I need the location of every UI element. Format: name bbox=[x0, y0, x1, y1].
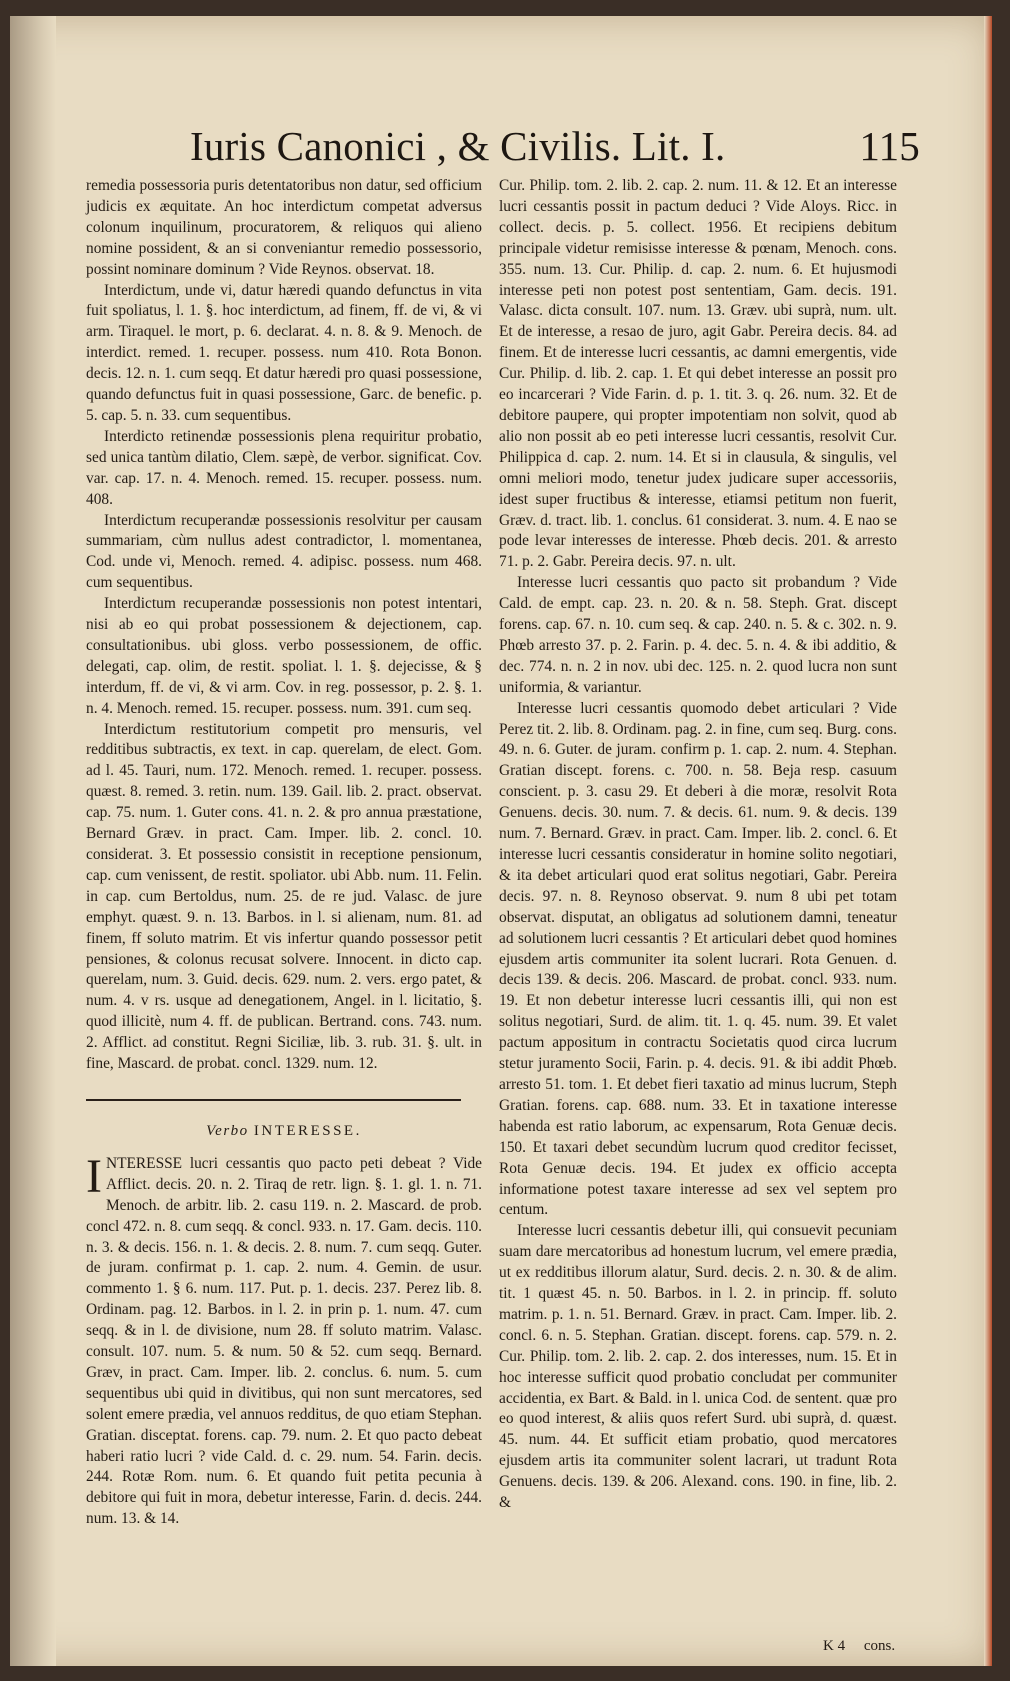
paragraph: Interdictum recuperandæ possessionis non potest intentari, nisi ab eo qui probat possessionem & dejectionem, cap. consultationibus. ubi gloss. verbo possessionem, de offic. delegati, cap. olim, de restit. spoliat. l. 1. §. dejecisse, & § interdum, ff. de vi, & vi arm. Cov. in reg. possessor, p. 2. §. 1. n. 4. Menoch. remed. 15. recuper. possess. num. 391. cum seq. bbox=[86, 595, 482, 717]
paragraph: Interdictum recuperandæ possessionis resolvitur per causam summariam, cùm nullus adest contradictor, l. momentanea, Cod. unde vi, Menoch. remed. 4. adipisc. possess. num 468. cum sequentibus. bbox=[86, 511, 482, 592]
paragraph: Interdicto retinendæ possessionis plena requiritur probatio, sed unica tantùm dilatio, Clem. sæpè, de verbor. significat. Cov. var. cap. 17. n. 4. Menoch. remed. 15. recuper. possess. num. 408. bbox=[86, 427, 482, 508]
left-column bbox=[86, 176, 482, 1530]
catchword-line bbox=[823, 1638, 913, 1655]
section-paragraph-text: NTERESSE lucri cessantis quo pacto peti debeat ? Vide Afflict. decis. 20. n. 2. Tiraq de retr. lign. §. 1. gl. 1. n. 71. Menoch. de arbitr. lib. 2. casu 119. n. 2. Mascard. de prob. concl 472. n. 8. cum seqq. & concl. 933. n. 17. Gam. decis. 110. n. 3. & decis. 156. n. 1. & decis. 2. 8. num. 7. cum seqq. Guter. de juram. confirmat p. 1. cap. 2. num. 4. Gemin. de usur. commento 1. § 6. num. 117. Put. p. 1. decis. 237. Perez lib. 8. Ordinam. pag. 12. Barbos. in l. 2. in prin p. 1. num. 47. cum seqq. & in l. de divisione, num 28. ff soluto matrim. Valasc. consult. 107. num. 5. & num. 50 & 52. cum seqq. Bernard. Græv, in pract. Cam. Imper. lib. 2. conclus. 6. num. 5. cum sequentibus ubi quid in divitibus, qui non sunt mercatores, sed solent emere prædia, vel annuos redditus, de quo etiam Stephan. Gratian. disceptat. forens. cap. 79. num. 2. Et quo pacto debeat haberi ratio lucri ? vide Cald. d. c. 29. num. 54. Farin. decis. 244. Rotæ Rom. num. 6. Et quando fuit petita pecunia à debitore qui fuit in mora, debetur interesse, Farin. d. decis. 244. num. 13. & 14. bbox=[86, 1154, 482, 1528]
running-head-title: Iuris Canonici , & Civilis. Lit. I. bbox=[190, 123, 726, 169]
paragraph: remedia possessoria puris detentatoribus non datur, sed officium judicis ex æquitate. An hoc interdictum competat adversus colonum inquilinum, procuratorem, & reliquos qui alieno nomine possident, & an si conveniantur remedio possessorio, possint nominare dominum ? Vide Reynos. observat. 18. bbox=[86, 177, 482, 278]
section-heading-word: INTERESSE. bbox=[253, 1122, 362, 1139]
section-heading-verbo: Verbo bbox=[206, 1122, 249, 1139]
paragraph: Interesse lucri cessantis debetur illi, qui consuevit pecuniam suam dare mercatoribus ad honestum lucrum, vel emere prædia, ut ex redditibus illorum alatur, Surd. decis. 2. n. 30. & de alim. tit. 1 quæst 45. n. 50. Barbos. in l. 2. in princip. ff. soluto matrim. p. 1. n. 51. Bernard. Græv. in pract. Cam. Imper. lib. 2. concl. 6. n. 5. Stephan. Gratian. discept. forens. cap. 579. n. 2. Cur. Philip. tom. 2. lib. 2. cap. 2. dos interesses, num. 15. Et in hoc interesse sufficit quod probatio concludat per communiter accidentia, ex Bart. & Bald. in l. unica Cod. de sentent. quæ pro eo quod interest, & aliis quos refert Surd. ubi suprà, d. quæst. 45. num. 44. Et sufficit etiam probatio, quod mercatores ejusdem artis ita communiter solent lacrari, ut tradunt Rota Genuens. decis. 139. & 206. Alexand. cons. 190. in fine, lib. 2. & bbox=[499, 1222, 897, 1512]
page-number: 115 bbox=[859, 123, 920, 169]
section-rule bbox=[86, 1099, 461, 1101]
catchword: cons. bbox=[863, 1638, 896, 1654]
paragraph: Interdictum, unde vi, datur hæredi quando defunctus in vita fuit spoliatus, l. 1. §. hoc interdictum, ad finem, ff. de vi, & vi arm. Tiraquel. le mort, p. 6. declarat. 4. n. 8. & 9. Menoch. de interdict. remed. 1. recuper. possess. num 410. Rota Bonon. decis. 12. n. 1. cum seqq. Et datur hæredi pro quasi possessione, quando defunctus fuit in quasi possessione, Garc. de benefic. p. 5. cap. 5. n. 33. cum sequentibus. bbox=[86, 281, 482, 424]
right-column bbox=[499, 176, 897, 1514]
binding-gutter bbox=[10, 16, 56, 1666]
running-head bbox=[190, 122, 920, 172]
page-fore-edge bbox=[984, 16, 992, 1666]
paragraph: Cur. Philip. tom. 2. lib. 2. cap. 2. num. 11. & 12. Et an interesse lucri cessantis possit in pactum deduci ? Vide Aloys. Ricc. in collect. decis. p. 5. collect. 1956. Et recipiens debitum principale videtur remisisse interesse & pœnam, Menoch. cons. 355. num. 13. Cur. Philip. d. cap. 2. num. 6. Et hujusmodi interesse peti non potest post sententiam, Gam. decis. 191. Valasc. dicta consult. 107. num. 13. Græv. ubi suprà, num. ult. Et de interesse, a resao de juro, agit Gabr. Pereira decis. 84. ad finem. Et de interesse lucri cessantis, ac damni emergentis, vide Cur. Philip. d. lib. 2. cap. 1. Et qui debet interesse an possit pro eo incarcerari ? Vide Farin. d. p. 1. tit. 3. q. 26. num. 32. Et de debitore paupere, qui propter impotentiam non solvit, quod ab alio non possit ab eo peti interesse lucri cessantis, resolvit Cur. Philippica d. cap. 2. num. 14. Et si in clausula, & singulis, vel omni meliori modo, tenetur judex judicare super accessoriis, idest super fructibus & interesse, etiamsi petitum non fuerit, Græv. d. tract. lib. 1. conclus. 61 considerat. 3. num. 4. E nao se pode levar interesses de interesse. Phœb decis. 201. & arresto 71. p. 2. Gabr. Pereira decis. 97. n. ult. bbox=[499, 177, 897, 571]
drop-initial: I bbox=[86, 1149, 102, 1203]
paragraph: Interdictum restitutorium competit pro mensuris, vel redditibus subtractis, ex text. in cap. querelam, de elect. Gom. ad l. 45. Tauri, num. 172. Menoch. remed. 1. recuper. possess. quæst. 8. remed. 3. retin. num. 139. Gail. lib. 2. pract. observat. cap. 75. num. 1. Guter cons. 41. n. 2. & pro annua præstatione, Bernard Græv. in pract. Cam. Imper. lib. 2. concl. 10. considerat. 3. Et possessio consistit in receptione pensionum, cap. cum venissent, de restit. spoliator. ubi Abb. num. 11. Felin. in cap. cum Bertoldus, num. 25. de re jud. Valasc. de jure emphyt. quæst. 9. n. 13. Barbos. in l. si alienam, num. 81. ad finem, ff soluto matrim. Et vis infertur quando possessor petit pensiones, & colonus recusat solvere. Innocent. in dicto cap. querelam, num. 3. Guid. decis. 629. num. 2. vers. ergo patet, & num. 4. v rs. usque ad denegationem, Angel. in l. licitatio, §. quod illicitè, num 4. ff. de publican. Bertrand. cons. 743. num. 2. Afflict. ad constitut. Regni Siciliæ, lib. 3. rub. 31. §. ult. in fine, Mascard. de probat. concl. 1329. num. 12. bbox=[86, 720, 482, 1073]
paragraph: Interesse lucri cessantis quo pacto sit probandum ? Vide Cald. de empt. cap. 23. n. 20. & n. 58. Steph. Grat. discept forens. cap. 67. n. 10. cum seq. & cap. 240. n. 5. & c. 302. n. 9. Phœb arresto 37. p. 2. Farin. p. 4. dec. 5. n. 4. & ibi additio, & dec. 774. n. n. 2 in nov. ubi dec. 125. n. 2. quod lucra non sunt uniformia, & variantur. bbox=[499, 574, 897, 696]
signature-mark: K 4 bbox=[823, 1638, 846, 1654]
book-page bbox=[10, 16, 992, 1666]
section-paragraph bbox=[86, 1149, 482, 1530]
paragraph: Interesse lucri cessantis quomodo debet articulari ? Vide Perez tit. 2. lib. 8. Ordinam. pag. 2. in fine, cum seq. Burg. cons. 49. n. 6. Guter. de juram. confirm p. 1. cap. 2. num. 4. Stephan. Gratian discept. forens. c. 700. n. 58. Beja resp. casuum conscient. p. 3. casu 29. Et deberi à die moræ, resolvit Rota Genuens. decis. 30. num. 7. & decis. 61. num. 9. & decis. 139 num. 7. Bernard. Græv. in pract. Cam. Imper. lib. 2. concl. 6. Et interesse lucri cessantis consideratur in homine solito negotiari, & ita debet articulari quod erat solitus negotiari, Gabr. Pereira decis. 97. n. 8. Reynoso observat. 9. num 8 ubi pet totam observat. disputat, an obligatus ad solutionem damni, teneatur ad solutionem lucri cessantis ? Et articulari debet quod homines ejusdem artis communiter ita solent lucrari. Rota Genuen. d. decis 139. & decis. 206. Mascard. de probat. concl. 933. num. 19. Et non debetur interesse lucri cessantis illi, qui non est solitus negotiari, Surd. de alim. tit. 1. q. 45. num. 39. Et valet pactum appositum in contractu Societatis quod circa lucrum stetur juramento Socii, Farin. p. 4. decis. 91. & ibi addit Phœb. arresto 51. tom. 1. Et debet fieri taxatio ad minus lucrum, Steph Gratian. forens. cap. 688. num. 33. Et in taxatione interesse habenda est ratio laborum, ac expensarum, Rota Genuæ decis. 150. Et taxari debet secundùm lucrum quod creditor fecisset, Rota Genuæ decis. 194. Et judex ex officio accepta informatione potest taxare interesse ad sex vel septem pro centum. bbox=[499, 699, 897, 1219]
section-heading bbox=[86, 1121, 482, 1142]
